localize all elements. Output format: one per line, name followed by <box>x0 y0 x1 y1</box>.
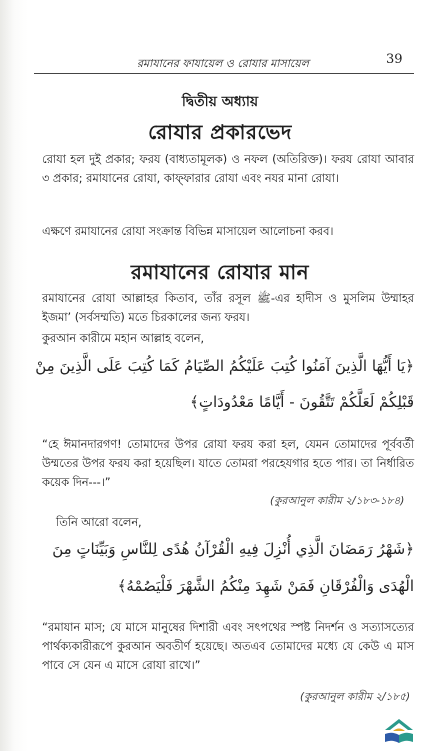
page-number: 39 <box>386 52 403 67</box>
logo-book-right <box>399 733 413 743</box>
arabic-verse-2-line-1: ﴿شَهْرُ رَمَضَانَ الَّذِي أُنْزِلَ فِيهِ الْقُرْآنُ هُدًى لِلنَّاسِ وَبَيِّنَاتٍ مِنَ <box>52 540 414 558</box>
section-heading-ramadan-status: রমাযানের রোযার মান <box>130 260 310 284</box>
section-heading-types-of-fasting: রোযার প্রকারভেদ <box>148 120 292 144</box>
paragraph-intro-discussion: এক্ষণে রমাযানের রোযা সংক্রান্ত বিভিন্ন মাসায়েল আলোচনা করব। <box>42 225 334 238</box>
header-divider <box>34 73 414 74</box>
arabic-verse-2-line-2: الْهُدَى وَالْفُرْقَانِ فَمَنْ شَهِدَ مِنْكُمُ الشَّهْرَ فَلْيَصُمْهُ﴾ <box>117 577 414 595</box>
verse-1-translation: “হে ঈমানদারগণ! তোমাদের উপর রোযা ফরয করা হল, যেমন তোমাদের পূর্ববর্তী উম্মতের উপর ফরয করা হয়েছিল। যাতে তোমরা পরহেযগার হতে পার। তা নির্ধারিত কয়েক দিন---।” <box>42 438 414 489</box>
verse-2-citation: (কুরআনুল কারীম ২/১৮৫) <box>300 691 411 703</box>
arabic-verse-1-line-2: قَبْلِكُمْ لَعَلَّكُمْ تَتَّقُونَ - أَيَّامًا مَعْدُودَاتٍ﴾ <box>190 393 414 411</box>
arabic-verse-1-line-1: ﴿يَا أَيُّهَا الَّذِينَ آمَنُوا كُتِبَ عَلَيْكُمُ الصِّيَامُ كَمَا كُتِبَ عَلَى الَّذِينَ مِنْ <box>35 357 414 375</box>
chapter-label: দ্বিতীয় অধ্যায় <box>181 94 259 110</box>
logo-roof-mark <box>385 719 413 730</box>
logo-sun <box>393 729 405 732</box>
paragraph-ramadan-obligation: রমাযানের রোযা আল্লাহর কিতাব, তাঁর রসূল ﷺ-এর হাদীস ও মুসলিম উম্মাহর ইজমা’ (সর্বসম্মতি) মতে চিরকালের জন্য ফরয। <box>42 292 414 324</box>
verse-2-translation: “রমাযান মাস; যে মাসে মানুষের দিশারী এবং সৎপথের স্পষ্ট নিদর্শন ও সত্যাসত্যের পার্থক্যকারীরূপে কুরআন অবতীর্ণ হয়েছে। অতএব তোমাদের মধ্যে যে কেউ এ মাস পাবে সে যেন এ মাসে রোযা রাখে।” <box>42 621 414 672</box>
paragraph-fasting-types: রোযা হল দুই প্রকার; ফরয (বাধ্যতামূলক) ও নফল (অতিরিক্ত)। ফরয রোযা আবার ৩ প্রকার; রমাযানের রোযা, কাফ্‌ফারার রোযা এবং নযর মানা রোযা। <box>42 153 414 185</box>
logo-book-left <box>385 733 399 743</box>
running-header-title: রমাযানের ফাযায়েল ও রোযার মাসায়েল <box>137 57 309 70</box>
paragraph-he-also-says: তিনি আরো বলেন, <box>56 516 142 529</box>
publisher-logo <box>382 716 416 746</box>
verse-1-citation: (কুরআনুল কারীম ২/১৮৩-১৮৪) <box>270 495 405 507</box>
paragraph-quran-says: কুরআন কারীমে মহান আল্লাহ বলেন, <box>42 332 205 345</box>
